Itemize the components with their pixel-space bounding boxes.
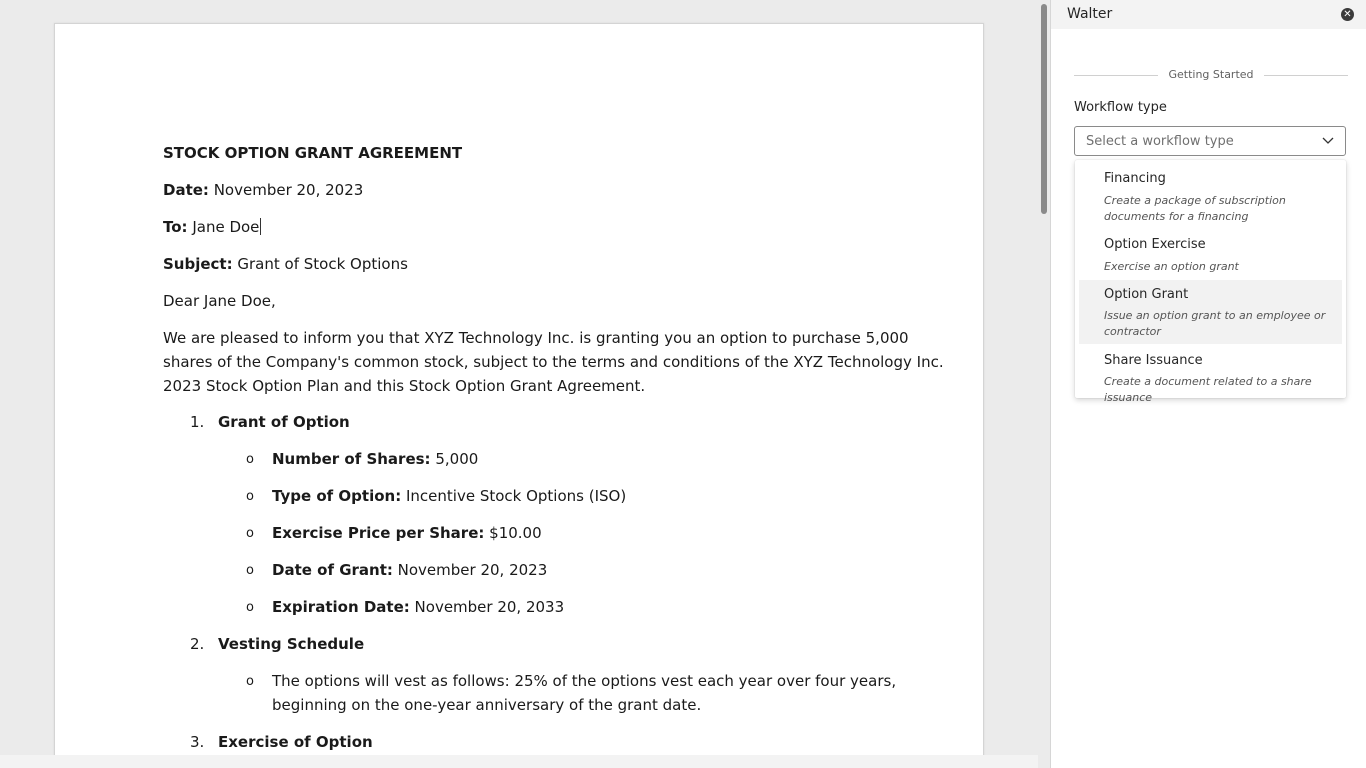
section-number: 2.	[190, 635, 205, 653]
item-label: Type of Option:	[272, 487, 402, 505]
salutation: Dear Jane Doe,	[163, 292, 276, 310]
workflow-placeholder: Select a workflow type	[1086, 134, 1234, 149]
item-label: Exercise Price per Share:	[272, 524, 485, 542]
item-value: Incentive Stock Options (ISO)	[405, 487, 627, 505]
pane-header	[1051, 0, 1366, 29]
bullet-icon: o	[246, 674, 254, 689]
list-item	[272, 521, 542, 545]
item-label: Number of Shares:	[272, 450, 431, 468]
option-description: Create a package of subscription documents for a financing	[1104, 194, 1286, 223]
workflow-dropdown-menu	[1075, 160, 1346, 404]
item-label: Date of Grant:	[272, 561, 393, 579]
section-title	[1074, 68, 1348, 81]
subject-line	[163, 252, 408, 276]
list-item-line-2: beginning on the one-year anniversary of the grant date.	[272, 696, 702, 714]
bullet-icon: o	[246, 600, 254, 615]
intro-line-1: We are pleased to inform you that XYZ Technology Inc. is granting you an option to purchase 5,000	[163, 329, 909, 347]
list-item	[272, 595, 564, 619]
bullet-icon: o	[246, 452, 254, 467]
section-number: 1.	[190, 413, 205, 431]
side-pane	[1050, 0, 1366, 768]
list-item	[272, 558, 547, 582]
status-strip	[0, 755, 1038, 768]
subject-value: Grant of Stock Options	[237, 255, 408, 273]
to-label: To:	[163, 218, 188, 236]
subject-label: Subject:	[163, 255, 233, 273]
to-value: Jane Doe	[192, 218, 260, 236]
option-share-issuance[interactable]	[1079, 346, 1342, 404]
chevron-down-icon	[1321, 135, 1335, 147]
option-financing[interactable]	[1079, 164, 1342, 228]
date-value: November 20, 2023	[213, 181, 364, 199]
document-page[interactable]	[54, 23, 984, 768]
to-line	[163, 215, 261, 239]
intro-line-3: 2023 Stock Option Plan and this Stock Option Grant Agreement.	[163, 377, 646, 395]
option-option-exercise[interactable]	[1079, 230, 1342, 278]
section-heading: Vesting Schedule	[218, 635, 365, 653]
section-heading: Exercise of Option	[218, 733, 373, 751]
list-item	[272, 484, 626, 508]
section-title-text: Getting Started	[1158, 68, 1263, 81]
intro-line-2: shares of the Company's common stock, subject to the terms and conditions of the XYZ Technology Inc.	[163, 353, 944, 371]
scrollbar-thumb[interactable]	[1041, 4, 1047, 214]
date-label: Date:	[163, 181, 209, 199]
option-description: Create a document related to a share issuance	[1104, 375, 1312, 404]
item-value: November 20, 2033	[414, 598, 565, 616]
option-description: Exercise an option grant	[1104, 260, 1239, 273]
close-icon[interactable]: ✕	[1341, 8, 1354, 21]
option-description: Issue an option grant to an employee or contractor	[1104, 309, 1326, 338]
list-item	[272, 447, 478, 471]
list-item-line-1: The options will vest as follows: 25% of the options vest each year over four years,	[272, 672, 897, 690]
workflow-type-select[interactable]	[1074, 126, 1346, 156]
bullet-icon: o	[246, 563, 254, 578]
bullet-icon: o	[246, 489, 254, 504]
section-divider	[1074, 68, 1348, 84]
section-number: 3.	[190, 733, 205, 751]
item-value: 5,000	[435, 450, 479, 468]
workflow-type-label: Workflow type	[1074, 100, 1167, 115]
bullet-icon: o	[246, 526, 254, 541]
option-title: Option Exercise	[1104, 237, 1206, 252]
section-heading: Grant of Option	[218, 413, 350, 431]
document-title: STOCK OPTION GRANT AGREEMENT	[163, 144, 463, 162]
option-title: Share Issuance	[1104, 353, 1203, 368]
text-cursor	[260, 218, 261, 235]
option-title: Option Grant	[1104, 287, 1189, 302]
item-value: November 20, 2023	[397, 561, 548, 579]
option-title: Financing	[1104, 171, 1166, 186]
option-option-grant[interactable]	[1079, 280, 1342, 344]
pane-title: Walter	[1067, 6, 1113, 22]
date-line	[163, 178, 363, 202]
item-label: Expiration Date:	[272, 598, 410, 616]
item-value: $10.00	[489, 524, 542, 542]
